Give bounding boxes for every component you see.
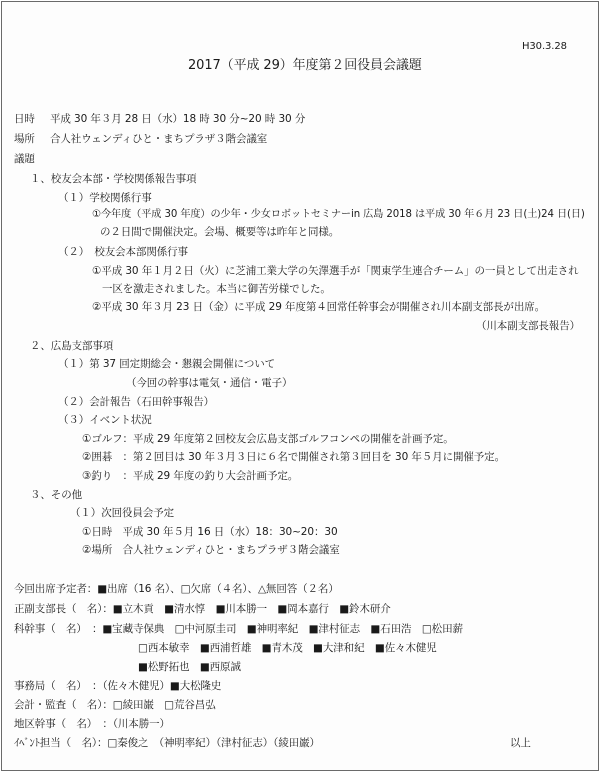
section-2-sub3-item2: ②囲碁 ：第２回目は 30 年３月３日に６名で開催され第３回目を 30 年５月に開催予定。	[82, 451, 505, 463]
section-1-sub1-title: （１）学校関係行事	[58, 192, 152, 204]
place-value: 合人社ウェンディひと・まちプラザ３階会議室	[50, 133, 268, 145]
attendance-row-dept-secretaries: 科幹事（ 名） ：■宝藏寺保典 □中河原圭司 ■神明率紀 ■津村征志 ■石田浩 □松田薪	[14, 623, 463, 635]
section-2-sub1-title: （１）第 37 回定期総会・懇親会開催について	[58, 358, 276, 370]
section-1-sub1-item1: ①今年度（平成 30 年度）の少年・少女ロボットセミナーin 広島 2018 は平成 30 年６月 23 日(土)24 日(日)	[92, 209, 585, 220]
document-page	[1, 1, 599, 771]
closing-mark: 以上	[510, 737, 531, 749]
place-label: 場所	[14, 133, 35, 145]
attendance-row-office: 事務局（ 名） ：（佐々木健児）■大松隆史	[14, 680, 222, 692]
document-date: H30.3.28	[522, 41, 567, 52]
section-2-sub2-title: （２）会計報告（石田幹事報告）	[58, 396, 214, 408]
section-3-sub1-title: （１）次回役員会予定	[70, 507, 174, 519]
next-meeting-place: ②場所 合人社ウェンディひと・まちプラザ３階会議室	[82, 544, 340, 556]
section-1-sub2-title: （２） 校友会本部関係行事	[58, 246, 188, 258]
attendance-row-officers: 正副支部長（ 名）：■立木貢 ■清水惇 ■川本勝一 ■岡本嘉行 ■鈴木研介	[14, 603, 391, 615]
attendance-row-events: ｲﾍﾞﾝﾄ担当（ 名）：□秦俊之 （神明率紀）（津村征志）（綾田巌）	[14, 737, 320, 749]
section-1-sub2-item1-cont: 一区を激走されました。本当に御苦労様でした。	[102, 283, 331, 295]
datetime-label: 日時	[14, 113, 35, 125]
section-1-sub1-item1-cont: の２日間で開催決定。会場、概要等は昨年と同様。	[100, 226, 340, 238]
section-1-title: １、校友会本部・学校関係報告事項	[30, 173, 197, 185]
attendance-summary: 今回出席予定者：■出席（16 名）、□欠席（４名）、△無回答（２名）	[14, 583, 339, 595]
section-2-sub3-item1: ①ゴルフ：平成 29 年度第２回校友会広島支部ゴルフコンペの開催を計画予定。	[82, 433, 454, 445]
section-2-sub3-title: （３）イベント状況	[58, 414, 152, 426]
section-2-sub3-item3: ③釣り ：平成 29 年度の釣り大会計画予定。	[82, 470, 299, 482]
agenda-label: 議題	[14, 153, 35, 165]
attendance-row-dept-secretaries-cont2: ■松野拓也 ■西原誠	[138, 661, 241, 673]
datetime-value: 平成 30 年３月 28 日（水）18 時 30 分~20 時 30 分	[50, 113, 306, 125]
next-meeting-datetime: ①日時 平成 30 年５月 16 日（水）18：30~20：30	[82, 526, 338, 538]
attendance-row-district: 地区幹事（ 名） ：（川本勝一）	[14, 718, 170, 730]
section-2-sub1-note: （今回の幹事は電気・通信・電子）	[126, 377, 293, 389]
attendance-row-dept-secretaries-cont1: □西本敏幸 ■西浦哲雄 ■青木茂 ■大津和紀 ■佐々木健児	[138, 642, 437, 654]
section-2-title: ２、広島支部事項	[30, 340, 114, 352]
section-1-sub2-item1: ①平成 30 年１月２日（火）に芝浦工業大学の矢澤選手が「関東学生連合チーム」の一員として出走され	[92, 265, 579, 277]
attendance-row-accounting: 会計・監査（ 名）：□綾田巌 □荒谷昌弘	[14, 699, 216, 711]
document-title: 2017（平成 29）年度第２回役員会議題	[188, 58, 422, 73]
section-1-sub2-item2-note: （川本副支部長報告）	[476, 320, 580, 332]
section-1-sub2-item2: ②平成 30 年３月 23 日（金）に平成 29 年度第４回常任幹事会が開催され川本副支部長が出席。	[92, 301, 546, 313]
section-3-title: ３、その他	[30, 489, 82, 501]
